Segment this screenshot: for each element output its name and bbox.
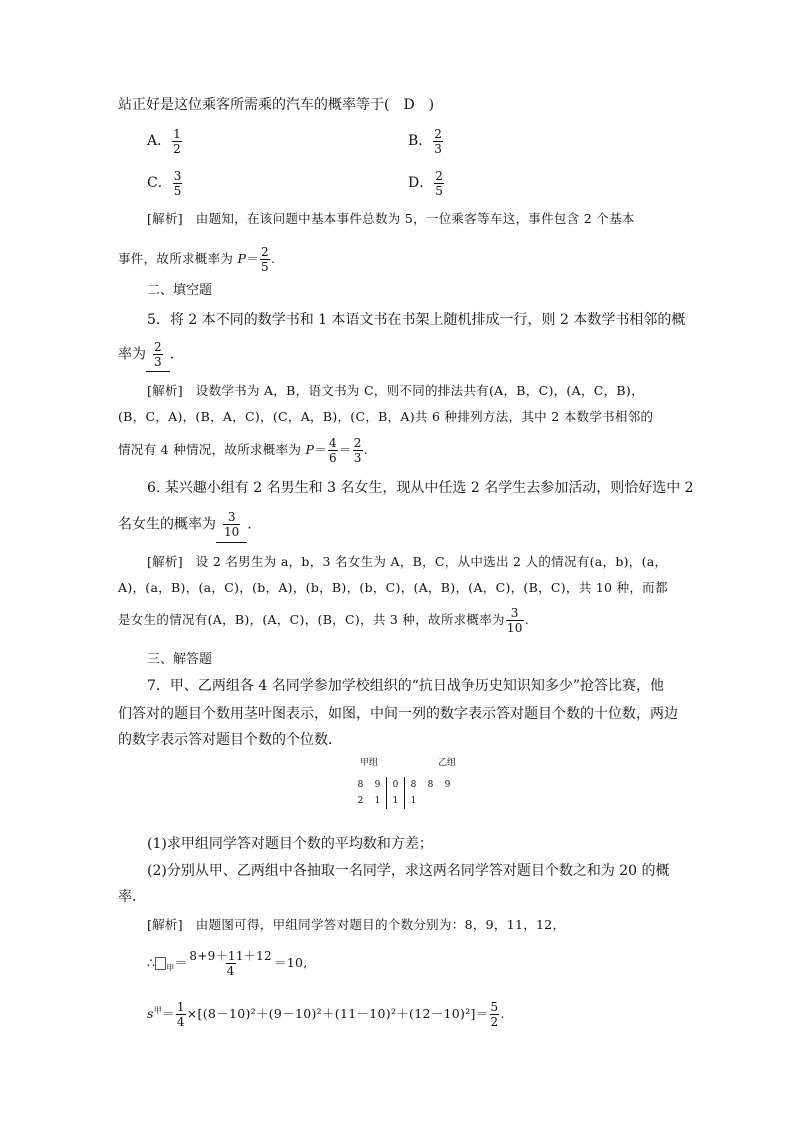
q6-line2 xyxy=(118,506,252,543)
fraction xyxy=(353,436,363,465)
analysis-text: 是女生的情况有(A，B)，(A，C)，(B，C)，共 3 种，故所求概率为 xyxy=(118,612,505,627)
fraction xyxy=(328,436,338,465)
variance-body: ×[(8－10)²＋(9－10)²＋(11－10)²＋(12－10)²]＝ xyxy=(186,1006,489,1022)
fraction xyxy=(188,949,273,978)
leaf: 8 xyxy=(427,780,434,790)
analysis-text: 由题图可得，甲组同学答对题目的个数分别为：8，9，11，12， xyxy=(195,917,566,932)
leaf: 8 xyxy=(357,780,364,790)
analysis-tag: [解析] xyxy=(147,917,183,932)
fraction-num: 3 xyxy=(227,509,236,524)
fraction xyxy=(490,1000,500,1029)
analysis-text: 设 2 名男生为 a，b，3 名女生为 A，B，C，从中选出 2 人的情况有(a，b)，(a， xyxy=(195,554,668,569)
fraction xyxy=(153,340,163,369)
var-p: P xyxy=(237,251,247,266)
period: . xyxy=(270,251,276,266)
option-label: B． xyxy=(408,133,433,149)
leaf: 8 xyxy=(410,780,417,790)
q5-line1: 5．将 2 本不同的数学书和 1 本语文书在书架上随机排成一行，则 2 本数学书相邻的概 xyxy=(147,312,686,328)
fraction-num: 3 xyxy=(510,606,519,620)
equals: ＝ xyxy=(338,442,352,457)
q7-mean-formula xyxy=(147,945,308,987)
fraction xyxy=(173,169,183,198)
fraction-den: 5 xyxy=(261,260,269,274)
equals: ＝ xyxy=(174,955,188,970)
q6-analysis-line1 xyxy=(147,552,667,572)
section-title-answer: 三、解答题 xyxy=(147,652,213,667)
q6-analysis-line3 xyxy=(118,602,529,638)
subscript: 甲 xyxy=(166,963,175,973)
stemleaf-row xyxy=(352,777,456,793)
fraction-num: 2 xyxy=(154,339,162,354)
fraction xyxy=(176,1000,186,1029)
leaf: 9 xyxy=(374,780,381,790)
fraction xyxy=(223,510,240,539)
therefore-sign: ∴ xyxy=(147,955,156,970)
period: . xyxy=(524,612,529,627)
var-s: s xyxy=(147,1006,154,1022)
fraction xyxy=(172,127,182,156)
stem-leaf-plot xyxy=(352,777,457,809)
leaf: 2 xyxy=(357,796,364,806)
fraction xyxy=(433,127,443,156)
fraction-den: 10 xyxy=(506,621,523,635)
period: . xyxy=(363,442,368,457)
fraction-den: 5 xyxy=(435,183,443,198)
superscript: 甲 xyxy=(153,1006,163,1015)
fraction-den: 4 xyxy=(226,964,235,978)
fraction-den: 2 xyxy=(490,1015,499,1030)
fraction-den: 3 xyxy=(154,354,162,369)
q5-analysis-line1 xyxy=(147,381,644,401)
q4-stem: 站正好是这位乘客所需乘的汽车的概率等于( D ) xyxy=(118,97,435,113)
fraction-num: 2 xyxy=(353,436,362,450)
option-label: A． xyxy=(147,133,172,149)
q7-line1: 7．甲、乙两组各 4 名同学参加学校组织的“抗日战争历史知识知多少”抢答比赛，他 xyxy=(147,678,665,694)
option-label: D． xyxy=(408,175,434,191)
leaf: 1 xyxy=(374,796,381,806)
q4-option-d xyxy=(408,166,445,200)
q4-option-c xyxy=(147,166,183,200)
fraction xyxy=(434,169,444,198)
mean-result: ＝10, xyxy=(273,955,308,970)
fraction-den: 6 xyxy=(329,451,337,465)
analysis-text: 由题知，在该问题中基本事件总数为 5，一位乘客等车这，事件包含 2 个基本 xyxy=(195,211,635,226)
q7-part1: (1)求甲组同学答对题目个数的平均数和方差； xyxy=(147,836,433,852)
fraction-den: 3 xyxy=(353,451,362,465)
fraction-num: 8+9＋11＋12 xyxy=(189,949,272,963)
q6-analysis-line2: A)，(a，B)，(a，C)，(b，A)，(b，B)，(b，C)，(A，B)，(A，C)，(B，C)，共 10 种，而都 xyxy=(118,580,668,595)
fraction-num: 1 xyxy=(176,1000,185,1015)
fraction-num: 2 xyxy=(435,168,443,183)
q7-part2-line1: (2)分别从甲、乙两组中各抽取一名同学，求这两名同学答对题目个数之和为 20 的概 xyxy=(147,863,670,879)
q7-part2-line2: 率． xyxy=(118,889,146,905)
period: . xyxy=(247,516,252,533)
q6-line1: 6. 某兴趣小组有 2 名男生和 3 名女生，现从中任选 2 名学生去参加活动，则恰好选中 2 xyxy=(147,480,694,496)
fraction-den: 10 xyxy=(224,524,240,539)
stemleaf-right-title: 乙组 xyxy=(438,758,457,768)
fraction-num: 2 xyxy=(261,245,269,259)
stem: 1 xyxy=(387,793,405,809)
q7-variance-formula xyxy=(147,993,505,1032)
analysis-text: 情况有 4 种情况，故所求概率为 xyxy=(118,442,306,457)
leaf: 9 xyxy=(444,780,451,790)
fraction-den: 5 xyxy=(173,183,182,198)
q7-line3: 的数字表示答对题目个数的个位数． xyxy=(118,732,342,748)
analysis-tag: [解析] xyxy=(147,554,183,569)
q5-analysis-line3 xyxy=(118,432,368,468)
q5-analysis-line2: (B，C，A)，(B，A，C)，(C，A，B)，(C，B，A)共 6 种排列方法，其中 2 本数学书相邻的 xyxy=(118,409,654,424)
analysis-text: 事件，故所求概率为 xyxy=(118,251,238,266)
section-title-fill-blank: 二、填空题 xyxy=(147,283,213,298)
stemleaf-row xyxy=(352,793,456,809)
q4-option-b xyxy=(408,124,444,158)
fraction xyxy=(260,245,270,274)
fraction-num: 1 xyxy=(173,126,181,141)
analysis-tag: [解析] xyxy=(147,383,183,398)
stemleaf-left-title: 甲组 xyxy=(360,758,379,768)
equals: ＝ xyxy=(314,442,328,457)
fraction-num: 4 xyxy=(329,436,337,450)
fraction-den: 2 xyxy=(173,141,181,156)
fraction-num: 2 xyxy=(434,126,442,141)
fraction-den: 4 xyxy=(176,1015,185,1030)
period: . xyxy=(169,346,175,363)
fraction xyxy=(506,606,524,635)
q5-text: 率为 xyxy=(118,346,146,363)
q7-line2: 们答对的题目个数用茎叶图表示，如图，中间一列的数字表示答对题目个数的十位数，两边 xyxy=(118,706,678,722)
option-label: C． xyxy=(147,175,172,191)
q7-analysis-line1 xyxy=(147,915,565,935)
equals: ＝ xyxy=(162,1006,175,1022)
analysis-tag: [解析] xyxy=(147,211,183,226)
fraction-num: 5 xyxy=(490,1000,499,1015)
q6-text: 名女生的概率为 xyxy=(118,516,216,533)
analysis-text: 设数学书为 A，B，语文书为 C，则不同的排法共有(A，B，C)，(A，C，B)， xyxy=(195,383,644,398)
q4-option-a xyxy=(147,124,183,158)
equals: ＝ xyxy=(246,251,260,266)
stem: 0 xyxy=(387,777,405,793)
answer-blank xyxy=(216,506,247,543)
q4-analysis-line1 xyxy=(147,209,635,229)
leaf: 1 xyxy=(410,796,417,806)
answer-blank xyxy=(146,337,170,372)
period: . xyxy=(500,1006,505,1022)
x-bar-symbol xyxy=(155,957,166,970)
var-p: P xyxy=(305,442,315,457)
q5-line2 xyxy=(118,337,174,372)
q4-analysis-line2 xyxy=(118,242,275,276)
fraction-num: 3 xyxy=(173,168,182,183)
fraction-den: 3 xyxy=(434,141,442,156)
